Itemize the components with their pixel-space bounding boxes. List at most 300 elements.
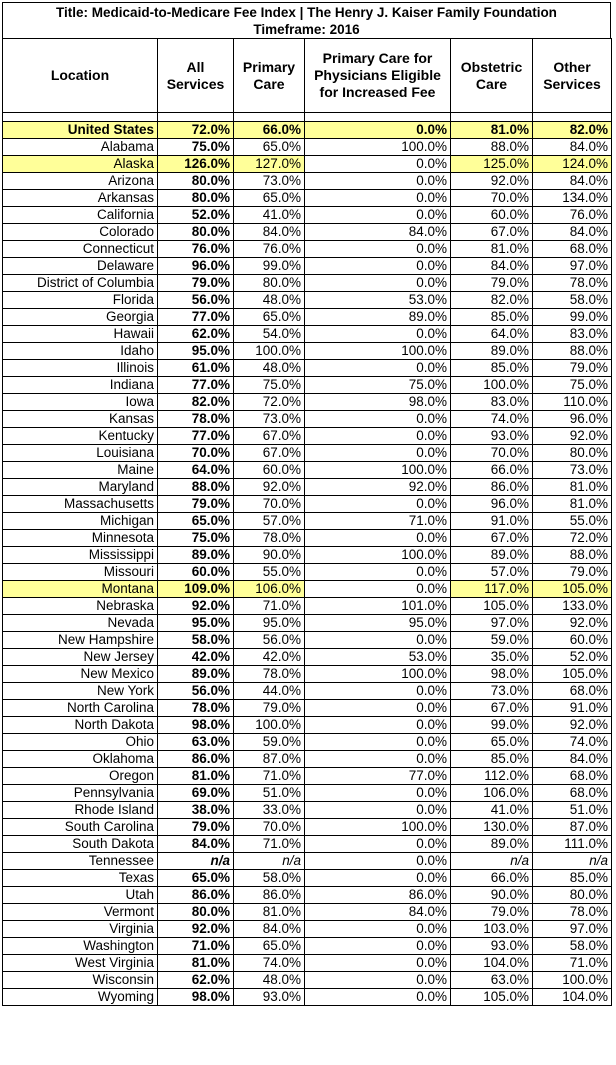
cell-primary-care-increased-fee: 100.0% — [305, 343, 451, 360]
table-row — [3, 921, 612, 938]
cell-all-services: 126.0% — [158, 156, 234, 173]
cell-location: Idaho — [3, 343, 158, 360]
cell-obstetric-care: 83.0% — [451, 394, 533, 411]
table-row — [3, 292, 612, 309]
table-row — [3, 394, 612, 411]
cell-other-services: 133.0% — [533, 598, 612, 615]
cell-location: North Carolina — [3, 700, 158, 717]
cell-primary-care-increased-fee: 53.0% — [305, 292, 451, 309]
cell-other-services: 58.0% — [533, 292, 612, 309]
cell-all-services: 84.0% — [158, 836, 234, 853]
spacer-cell — [234, 113, 305, 122]
cell-location: New Hampshire — [3, 632, 158, 649]
cell-location: Wyoming — [3, 989, 158, 1006]
cell-obstetric-care: 105.0% — [451, 598, 533, 615]
cell-location: Montana — [3, 581, 158, 598]
cell-primary-care: 92.0% — [234, 479, 305, 496]
cell-primary-care-increased-fee: 84.0% — [305, 224, 451, 241]
fee-index-table — [2, 38, 612, 1006]
cell-other-services: 55.0% — [533, 513, 612, 530]
cell-obstetric-care: 130.0% — [451, 819, 533, 836]
cell-all-services: 95.0% — [158, 343, 234, 360]
cell-primary-care-increased-fee: 0.0% — [305, 734, 451, 751]
cell-primary-care-increased-fee: 0.0% — [305, 564, 451, 581]
header-location: Location — [3, 39, 158, 113]
table-row — [3, 530, 612, 547]
cell-location: Missouri — [3, 564, 158, 581]
cell-obstetric-care: 82.0% — [451, 292, 533, 309]
cell-all-services: 92.0% — [158, 598, 234, 615]
cell-obstetric-care: 117.0% — [451, 581, 533, 598]
cell-other-services: 81.0% — [533, 479, 612, 496]
cell-obstetric-care: 85.0% — [451, 360, 533, 377]
cell-other-services: 84.0% — [533, 751, 612, 768]
cell-location: Rhode Island — [3, 802, 158, 819]
cell-obstetric-care: 106.0% — [451, 785, 533, 802]
cell-obstetric-care: 57.0% — [451, 564, 533, 581]
cell-location: District of Columbia — [3, 275, 158, 292]
cell-obstetric-care: 79.0% — [451, 275, 533, 292]
cell-other-services: 105.0% — [533, 666, 612, 683]
cell-primary-care-increased-fee: 0.0% — [305, 751, 451, 768]
cell-obstetric-care: 89.0% — [451, 343, 533, 360]
cell-obstetric-care: 70.0% — [451, 190, 533, 207]
cell-primary-care: 100.0% — [234, 717, 305, 734]
cell-all-services: 38.0% — [158, 802, 234, 819]
cell-other-services: 79.0% — [533, 360, 612, 377]
cell-all-services: 98.0% — [158, 717, 234, 734]
cell-primary-care-increased-fee: 0.0% — [305, 955, 451, 972]
cell-other-services: 87.0% — [533, 819, 612, 836]
cell-primary-care: 65.0% — [234, 938, 305, 955]
cell-all-services: 56.0% — [158, 292, 234, 309]
cell-primary-care: 57.0% — [234, 513, 305, 530]
cell-obstetric-care: 89.0% — [451, 547, 533, 564]
cell-other-services: 58.0% — [533, 938, 612, 955]
spacer-cell — [305, 113, 451, 122]
cell-location: Oklahoma — [3, 751, 158, 768]
cell-primary-care: 70.0% — [234, 819, 305, 836]
cell-primary-care: 100.0% — [234, 343, 305, 360]
cell-primary-care-increased-fee: 100.0% — [305, 666, 451, 683]
cell-primary-care-increased-fee: 0.0% — [305, 496, 451, 513]
cell-other-services: 99.0% — [533, 309, 612, 326]
cell-primary-care-increased-fee: 0.0% — [305, 275, 451, 292]
table-row — [3, 258, 612, 275]
cell-primary-care-increased-fee: 0.0% — [305, 632, 451, 649]
cell-other-services: 84.0% — [533, 139, 612, 156]
cell-location: Iowa — [3, 394, 158, 411]
cell-obstetric-care: 90.0% — [451, 887, 533, 904]
cell-all-services: 58.0% — [158, 632, 234, 649]
cell-primary-care-increased-fee: 0.0% — [305, 258, 451, 275]
cell-primary-care: 71.0% — [234, 836, 305, 853]
cell-primary-care-increased-fee: 0.0% — [305, 989, 451, 1006]
cell-primary-care: 74.0% — [234, 955, 305, 972]
cell-primary-care: 44.0% — [234, 683, 305, 700]
cell-primary-care: 67.0% — [234, 428, 305, 445]
header-primary-care: Primary Care — [234, 39, 305, 113]
cell-primary-care-increased-fee: 95.0% — [305, 615, 451, 632]
cell-location: Arkansas — [3, 190, 158, 207]
cell-primary-care: 67.0% — [234, 445, 305, 462]
cell-obstetric-care: 81.0% — [451, 122, 533, 139]
table-row — [3, 241, 612, 258]
cell-primary-care-increased-fee: 0.0% — [305, 241, 451, 258]
cell-all-services: 63.0% — [158, 734, 234, 751]
cell-primary-care: 66.0% — [234, 122, 305, 139]
cell-primary-care: 33.0% — [234, 802, 305, 819]
cell-obstetric-care: 84.0% — [451, 258, 533, 275]
cell-location: Illinois — [3, 360, 158, 377]
cell-primary-care: 71.0% — [234, 598, 305, 615]
cell-primary-care: 87.0% — [234, 751, 305, 768]
header-row — [3, 39, 612, 113]
cell-primary-care: 76.0% — [234, 241, 305, 258]
cell-other-services: 92.0% — [533, 717, 612, 734]
cell-all-services: 75.0% — [158, 530, 234, 547]
cell-other-services: 82.0% — [533, 122, 612, 139]
cell-primary-care: 78.0% — [234, 530, 305, 547]
cell-all-services: 78.0% — [158, 700, 234, 717]
cell-obstetric-care: 60.0% — [451, 207, 533, 224]
cell-all-services: 75.0% — [158, 139, 234, 156]
cell-primary-care-increased-fee: 0.0% — [305, 173, 451, 190]
cell-location: Connecticut — [3, 241, 158, 258]
cell-other-services: 110.0% — [533, 394, 612, 411]
cell-obstetric-care: 92.0% — [451, 173, 533, 190]
cell-primary-care-increased-fee: 0.0% — [305, 411, 451, 428]
cell-obstetric-care: 41.0% — [451, 802, 533, 819]
cell-primary-care-increased-fee: 84.0% — [305, 904, 451, 921]
cell-all-services: 80.0% — [158, 224, 234, 241]
cell-obstetric-care: 105.0% — [451, 989, 533, 1006]
table-row — [3, 309, 612, 326]
table-row — [3, 190, 612, 207]
cell-other-services: 81.0% — [533, 496, 612, 513]
cell-all-services: 62.0% — [158, 326, 234, 343]
cell-all-services: n/a — [158, 853, 234, 870]
spacer-cell — [451, 113, 533, 122]
cell-primary-care-increased-fee: 100.0% — [305, 139, 451, 156]
cell-all-services: 79.0% — [158, 275, 234, 292]
cell-primary-care: 81.0% — [234, 904, 305, 921]
cell-primary-care: n/a — [234, 853, 305, 870]
table-row — [3, 870, 612, 887]
cell-primary-care-increased-fee: 0.0% — [305, 683, 451, 700]
national-row — [3, 122, 612, 139]
header-other-services: Other Services — [533, 39, 612, 113]
cell-other-services: 51.0% — [533, 802, 612, 819]
cell-obstetric-care: 93.0% — [451, 428, 533, 445]
cell-all-services: 80.0% — [158, 173, 234, 190]
table-row — [3, 734, 612, 751]
cell-all-services: 76.0% — [158, 241, 234, 258]
cell-obstetric-care: 100.0% — [451, 377, 533, 394]
cell-primary-care: 79.0% — [234, 700, 305, 717]
cell-other-services: 68.0% — [533, 683, 612, 700]
cell-all-services: 78.0% — [158, 411, 234, 428]
cell-other-services: 68.0% — [533, 768, 612, 785]
cell-all-services: 82.0% — [158, 394, 234, 411]
cell-all-services: 77.0% — [158, 377, 234, 394]
title-block — [2, 2, 611, 38]
cell-primary-care-increased-fee: 0.0% — [305, 921, 451, 938]
table-row — [3, 768, 612, 785]
cell-other-services: 76.0% — [533, 207, 612, 224]
cell-primary-care-increased-fee: 0.0% — [305, 717, 451, 734]
table-row — [3, 462, 612, 479]
cell-obstetric-care: 67.0% — [451, 700, 533, 717]
cell-obstetric-care: 35.0% — [451, 649, 533, 666]
cell-location: South Carolina — [3, 819, 158, 836]
table-row — [3, 904, 612, 921]
cell-location: Arizona — [3, 173, 158, 190]
cell-obstetric-care: 85.0% — [451, 751, 533, 768]
cell-all-services: 52.0% — [158, 207, 234, 224]
cell-primary-care-increased-fee: 0.0% — [305, 938, 451, 955]
cell-other-services: 105.0% — [533, 581, 612, 598]
cell-all-services: 89.0% — [158, 547, 234, 564]
table-row — [3, 938, 612, 955]
cell-all-services: 62.0% — [158, 972, 234, 989]
cell-all-services: 69.0% — [158, 785, 234, 802]
cell-all-services: 95.0% — [158, 615, 234, 632]
cell-all-services: 109.0% — [158, 581, 234, 598]
cell-primary-care-increased-fee: 0.0% — [305, 122, 451, 139]
cell-primary-care-increased-fee: 98.0% — [305, 394, 451, 411]
cell-other-services: 124.0% — [533, 156, 612, 173]
table-row — [3, 581, 612, 598]
cell-other-services: 111.0% — [533, 836, 612, 853]
cell-location: Massachusetts — [3, 496, 158, 513]
cell-location: Nebraska — [3, 598, 158, 615]
cell-obstetric-care: 74.0% — [451, 411, 533, 428]
cell-all-services: 88.0% — [158, 479, 234, 496]
table-row — [3, 717, 612, 734]
cell-other-services: 85.0% — [533, 870, 612, 887]
cell-all-services: 65.0% — [158, 513, 234, 530]
cell-other-services: 73.0% — [533, 462, 612, 479]
cell-primary-care: 59.0% — [234, 734, 305, 751]
spacer-row — [3, 113, 612, 122]
header-primary-care-increased-fee: Primary Care for Physicians Eligible for Increased Fee — [305, 39, 451, 113]
cell-location: Hawaii — [3, 326, 158, 343]
cell-primary-care: 106.0% — [234, 581, 305, 598]
cell-other-services: 97.0% — [533, 921, 612, 938]
cell-other-services: 84.0% — [533, 224, 612, 241]
cell-obstetric-care: n/a — [451, 853, 533, 870]
cell-all-services: 77.0% — [158, 428, 234, 445]
table-row — [3, 173, 612, 190]
cell-primary-care: 127.0% — [234, 156, 305, 173]
cell-primary-care-increased-fee: 100.0% — [305, 819, 451, 836]
cell-primary-care-increased-fee: 0.0% — [305, 326, 451, 343]
cell-obstetric-care: 79.0% — [451, 904, 533, 921]
cell-primary-care: 99.0% — [234, 258, 305, 275]
table-row — [3, 683, 612, 700]
cell-location: California — [3, 207, 158, 224]
cell-primary-care-increased-fee: 92.0% — [305, 479, 451, 496]
cell-location: North Dakota — [3, 717, 158, 734]
cell-location: New Mexico — [3, 666, 158, 683]
cell-all-services: 64.0% — [158, 462, 234, 479]
table-row — [3, 887, 612, 904]
cell-primary-care-increased-fee: 0.0% — [305, 700, 451, 717]
table-row — [3, 360, 612, 377]
cell-primary-care: 65.0% — [234, 309, 305, 326]
cell-primary-care-increased-fee: 75.0% — [305, 377, 451, 394]
cell-primary-care: 58.0% — [234, 870, 305, 887]
cell-other-services: 91.0% — [533, 700, 612, 717]
table-row — [3, 445, 612, 462]
table-row — [3, 598, 612, 615]
cell-primary-care: 60.0% — [234, 462, 305, 479]
cell-all-services: 65.0% — [158, 870, 234, 887]
cell-all-services: 86.0% — [158, 887, 234, 904]
cell-primary-care-increased-fee: 0.0% — [305, 802, 451, 819]
table-row — [3, 326, 612, 343]
cell-primary-care-increased-fee: 71.0% — [305, 513, 451, 530]
table-row — [3, 377, 612, 394]
spreadsheet — [2, 2, 611, 1006]
table-row — [3, 156, 612, 173]
cell-obstetric-care: 66.0% — [451, 462, 533, 479]
cell-primary-care-increased-fee: 0.0% — [305, 870, 451, 887]
cell-all-services: 86.0% — [158, 751, 234, 768]
cell-primary-care-increased-fee: 0.0% — [305, 156, 451, 173]
cell-primary-care-increased-fee: 53.0% — [305, 649, 451, 666]
cell-primary-care: 56.0% — [234, 632, 305, 649]
cell-location: Ohio — [3, 734, 158, 751]
cell-primary-care-increased-fee: 0.0% — [305, 207, 451, 224]
header-all-services: All Services — [158, 39, 234, 113]
cell-location: Texas — [3, 870, 158, 887]
cell-primary-care-increased-fee: 0.0% — [305, 360, 451, 377]
cell-primary-care: 48.0% — [234, 360, 305, 377]
cell-primary-care: 42.0% — [234, 649, 305, 666]
cell-obstetric-care: 93.0% — [451, 938, 533, 955]
cell-primary-care: 55.0% — [234, 564, 305, 581]
cell-location: South Dakota — [3, 836, 158, 853]
table-row — [3, 513, 612, 530]
cell-location: Delaware — [3, 258, 158, 275]
spacer-cell — [533, 113, 612, 122]
cell-location: Colorado — [3, 224, 158, 241]
cell-all-services: 72.0% — [158, 122, 234, 139]
table-row — [3, 989, 612, 1006]
table-title: Title: Medicaid-to-Medicare Fee Index | The Henry J. Kaiser Family Foundation — [56, 5, 557, 20]
cell-other-services: 80.0% — [533, 887, 612, 904]
cell-obstetric-care: 86.0% — [451, 479, 533, 496]
cell-obstetric-care: 103.0% — [451, 921, 533, 938]
cell-location: Louisiana — [3, 445, 158, 462]
cell-all-services: 70.0% — [158, 445, 234, 462]
cell-primary-care-increased-fee: 0.0% — [305, 428, 451, 445]
cell-obstetric-care: 73.0% — [451, 683, 533, 700]
table-row — [3, 139, 612, 156]
table-row — [3, 207, 612, 224]
cell-primary-care-increased-fee: 86.0% — [305, 887, 451, 904]
cell-location: Wisconsin — [3, 972, 158, 989]
cell-obstetric-care: 104.0% — [451, 955, 533, 972]
cell-obstetric-care: 63.0% — [451, 972, 533, 989]
cell-primary-care: 48.0% — [234, 972, 305, 989]
cell-primary-care-increased-fee: 0.0% — [305, 445, 451, 462]
cell-location: Virginia — [3, 921, 158, 938]
cell-all-services: 71.0% — [158, 938, 234, 955]
cell-other-services: 88.0% — [533, 343, 612, 360]
cell-primary-care-increased-fee: 101.0% — [305, 598, 451, 615]
cell-location: Pennsylvania — [3, 785, 158, 802]
cell-obstetric-care: 81.0% — [451, 241, 533, 258]
cell-primary-care: 95.0% — [234, 615, 305, 632]
cell-obstetric-care: 89.0% — [451, 836, 533, 853]
cell-other-services: 72.0% — [533, 530, 612, 547]
cell-primary-care: 78.0% — [234, 666, 305, 683]
cell-other-services: 92.0% — [533, 615, 612, 632]
cell-other-services: 134.0% — [533, 190, 612, 207]
cell-primary-care-increased-fee: 77.0% — [305, 768, 451, 785]
cell-primary-care: 93.0% — [234, 989, 305, 1006]
cell-other-services: 68.0% — [533, 241, 612, 258]
cell-other-services: 88.0% — [533, 547, 612, 564]
cell-primary-care: 54.0% — [234, 326, 305, 343]
cell-location: New York — [3, 683, 158, 700]
cell-location: Florida — [3, 292, 158, 309]
cell-other-services: 84.0% — [533, 173, 612, 190]
table-row — [3, 615, 612, 632]
header-obstetric-care: Obstetric Care — [451, 39, 533, 113]
cell-obstetric-care: 125.0% — [451, 156, 533, 173]
table-row — [3, 785, 612, 802]
cell-primary-care-increased-fee: 0.0% — [305, 785, 451, 802]
cell-primary-care: 84.0% — [234, 921, 305, 938]
cell-other-services: 74.0% — [533, 734, 612, 751]
cell-all-services: 92.0% — [158, 921, 234, 938]
cell-location: Indiana — [3, 377, 158, 394]
cell-other-services: n/a — [533, 853, 612, 870]
table-row — [3, 836, 612, 853]
cell-location: West Virginia — [3, 955, 158, 972]
table-body — [3, 113, 612, 1006]
cell-other-services: 79.0% — [533, 564, 612, 581]
cell-primary-care-increased-fee: 89.0% — [305, 309, 451, 326]
table-row — [3, 802, 612, 819]
cell-other-services: 60.0% — [533, 632, 612, 649]
spacer-cell — [3, 113, 158, 122]
cell-obstetric-care: 88.0% — [451, 139, 533, 156]
cell-primary-care: 86.0% — [234, 887, 305, 904]
cell-other-services: 68.0% — [533, 785, 612, 802]
spacer-cell — [158, 113, 234, 122]
cell-obstetric-care: 97.0% — [451, 615, 533, 632]
cell-primary-care-increased-fee: 0.0% — [305, 853, 451, 870]
cell-all-services: 77.0% — [158, 309, 234, 326]
table-row — [3, 547, 612, 564]
cell-primary-care: 70.0% — [234, 496, 305, 513]
table-row — [3, 496, 612, 513]
cell-obstetric-care: 98.0% — [451, 666, 533, 683]
cell-all-services: 89.0% — [158, 666, 234, 683]
table-row — [3, 632, 612, 649]
cell-obstetric-care: 70.0% — [451, 445, 533, 462]
cell-obstetric-care: 67.0% — [451, 224, 533, 241]
cell-location: New Jersey — [3, 649, 158, 666]
cell-primary-care-increased-fee: 100.0% — [305, 462, 451, 479]
cell-all-services: 80.0% — [158, 904, 234, 921]
cell-obstetric-care: 112.0% — [451, 768, 533, 785]
